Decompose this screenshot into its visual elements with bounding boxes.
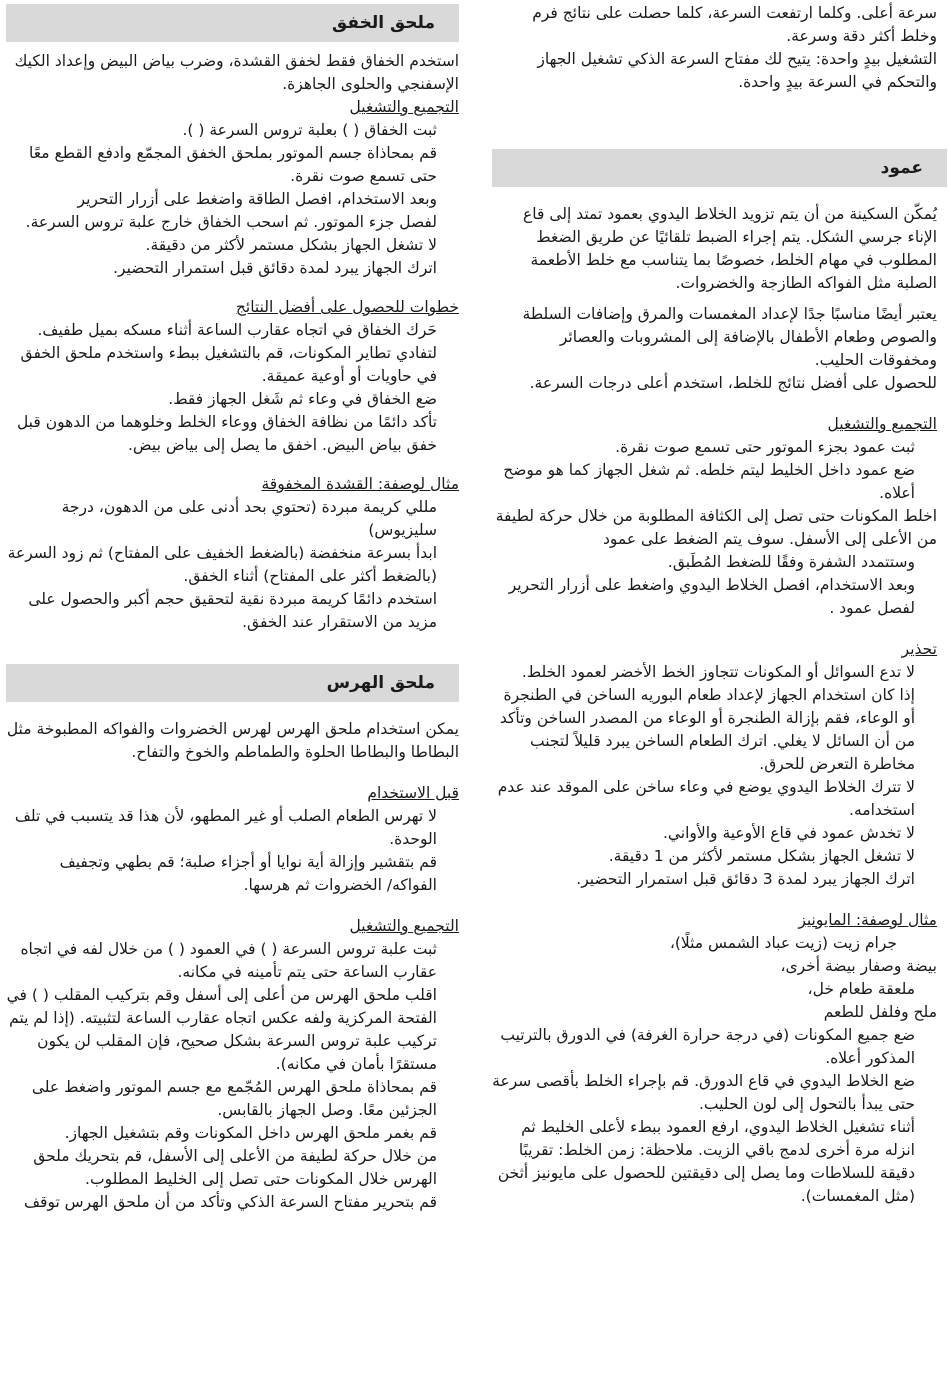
left-column — [6, 0, 459, 1214]
recipe-step: ضع جميع المكونات (في درجة حرارة الغرفة) في الدورق بالترتيب المذكور أعلاه. — [500, 1026, 915, 1067]
assembly-step: قم بمحاذاة ملحق الهرس المُجّمع مع جسم الموتور واضغط على الجزئين معًا. وصل الجهاز بالقابس. — [31, 1078, 437, 1119]
assembly-step: وبعد الاستخدام، افصل الطاقة واضغط على أزرار التحرير — [77, 190, 437, 208]
tip-item: حَرك الخفاق في اتجاه عقارب الساعة أثناء مسكه بميل طفيف. — [37, 321, 437, 339]
section-title-whisk: ملحق الخفق — [6, 4, 459, 42]
recipe-ingredient: ملح وفلفل للطعم — [823, 1003, 937, 1021]
before-use-item: لا تهرس الطعام الصلب أو غير المطهو، لأن هذا قد يتسبب في تلف الوحدة. — [14, 807, 437, 848]
assembly-step: وستتمدد الشفرة وفقًا للضغط المُطَبق. — [667, 553, 915, 571]
assembly-step: ثبت الخفاق ( ) بعلبة تروس السرعة ( ). — [182, 121, 437, 139]
assembly-step: لا تشغل الجهاز بشكل مستمر لأكثر من دقيقة. — [145, 236, 437, 254]
assembly-step: اخلط المكونات حتى تصل إلى الكثافة المطلوبة من خلال حركة لطيفة من الأعلى إلى الأسفل. سوف يتم الضغط على عمود — [495, 507, 937, 548]
assembly-step: قم بتحرير مفتاح السرعة الذكي وتأكد من أن ملحق الهرس توقف — [23, 1193, 437, 1211]
recipe-step: ابدأ بسرعة منخفضة (بالضغط الخفيف على المفتاح) ثم زود السرعة (بالضغط أكثر على المفتاح) أثناء الخفق. — [7, 544, 437, 585]
recipe-step: أثناء تشغيل الخلاط اليدوي، ارفع العمود ببطء لأعلى الخليط ثم انزله مرة أخرى لدمج باقي الزيت. ملاحظة: زمن الخلط: تقريبًا دقيقة للسلاطات وما يصل إلى دقيقتين للحصول على مايونيز أثخن (مثل المغمسات). — [497, 1118, 915, 1205]
recipe-ingredient: جرام زيت (زيت عباد الشمس مثلًا)، — [669, 934, 897, 952]
stick-paragraph: يعتبر أيضًا مناسبًا جدًا لإعداد المغمسات والمرق وإضافات السلطة والصوص وطعام الأطفال بالإضافة إلى المشروبات والعصائر ومخفوقات الحليب. — [522, 305, 937, 369]
subheading-assembly: التجميع والتشغيل — [349, 917, 459, 935]
subheading-assembly: التجميع والتشغيل — [827, 415, 937, 433]
stick-paragraph: للحصول على أفضل نتائج للخلط، استخدم أعلى درجات السرعة. — [529, 374, 937, 392]
subheading-assembly: التجميع والتشغيل — [349, 98, 459, 116]
warning-item: لا تترك الخلاط اليدوي يوضع في وعاء ساخن على الموقد عند عدم استخدامه. — [497, 778, 915, 819]
assembly-step: اقلب ملحق الهرس من أعلى إلى أسفل وقم بتركيب المقلب ( ) في الفتحة المركزية ولفه عكس اتجاه عقارب الساعة لتثبيته. (إذا لم يتم تركيب علبة تروس السرعة بشكل صحيح، فإن المقلب لن يكون مستقرًا بأمان في مكانه). — [6, 986, 437, 1073]
recipe-ingredient: مللي كريمة مبردة (تحتوي بحد أدنى على من الدهون، درجة سليزيوس) — [61, 498, 437, 539]
one-hand-operation: التشغيل بيدٍ واحدة: يتيح لك مفتاح السرعة الذكي تشغيل الجهاز والتحكم في السرعة بيدٍ واحدة. — [537, 50, 937, 91]
warning-item: إذا كان استخدام الجهاز لإعداد طعام البوريه الساخن في الطنجرة أو الوعاء، فقم بإزالة الطنجرة أو الوعاء من المصدر الساخن وتأكد من أن السائل لا يغلي. اترك الطعام الساخن يبرد قليلاً لتجنب مخاطرة التعرض للحرق. — [499, 686, 915, 773]
before-use-item: قم بتقشير وإزالة أية نوايا أو أجزاء صلبة؛ قم بطهي وتجفيف الفواكه/ الخضروات ثم هرسها. — [59, 853, 437, 894]
warning-item: لا تشغل الجهاز بشكل مستمر لأكثر من 1 دقيقة. — [608, 847, 915, 865]
subheading-recipe: مثال لوصفة: المايونيز — [798, 911, 937, 929]
recipe-step: استخدم دائمًا كريمة مبردة نقية لتحقيق حجم أكبر والحصول على مزيد من الاستقرار عند الخفق. — [28, 590, 437, 631]
whisk-paragraph: استخدم الخفاق فقط لخفق القشدة، وضرب بياض البيض وإعداد الكيك الإسفنجي والحلوى الجاهزة. — [14, 52, 459, 93]
tip-item: لتفادي تطاير المكونات، قم بالتشغيل ببطء واستخدم ملحق الخفق في حاويات أو أوعية عميقة. — [20, 344, 437, 385]
warning-item: لا تدع السوائل أو المكونات تتجاوز الخط الأخضر لعمود الخلط. — [521, 663, 915, 681]
assembly-step: من خلال حركة لطيفة من الأعلى إلى الأسفل، قم بتحريك ملحق الهرس خلال المكونات حتى تصل إلى الخليط المطلوب. — [33, 1147, 437, 1188]
masher-paragraph: يمكن استخدام ملحق الهرس لهرس الخضروات والفواكه المطبوخة مثل البطاطا والبطاطا الحلوة والطماطم والخوخ والتفاح. — [6, 720, 459, 761]
recipe-ingredient: ملعقة طعام خل، — [807, 980, 915, 998]
assembly-step: قم بغمر ملحق الهرس داخل المكونات وقم بتشغيل الجهاز. — [64, 1124, 437, 1142]
tip-item: ضع الخفاق في وعاء ثم شَغل الجهاز فقط. — [168, 390, 437, 408]
recipe-step: ضع الخلاط اليدوي في قاع الدورق. قم بإجراء الخلط بأقصى سرعة حتى يبدأ بالتحول إلى لون الحليب. — [492, 1072, 915, 1113]
warning-item: لا تخدش عمود في قاع الأوعية والأواني. — [662, 824, 915, 842]
assembly-step: ثبت عمود بجزء الموتور حتى تسمع صوت نقرة. — [615, 438, 915, 456]
section-title-masher: ملحق الهرس — [6, 664, 459, 702]
assembly-step: لفصل جزء الموتور. ثم اسحب الخفاق خارج علبة تروس السرعة. — [25, 213, 437, 231]
assembly-step: ضع عمود داخل الخليط ليتم خلطه. ثم شغل الجهاز كما هو موضح أعلاه. — [503, 461, 915, 502]
recipe-ingredient: بيضة وصفار بيضة أخرى، — [780, 957, 937, 975]
assembly-step: ثبت علبة تروس السرعة ( ) في العمود ( ) من خلال لفه في اتجاه عقارب الساعة حتى يتم تأمينه في مكانه. — [20, 940, 437, 981]
subheading-before-use: قبل الاستخدام — [367, 784, 459, 802]
assembly-step: اترك الجهاز يبرد لمدة دقائق قبل استمرار التحضير. — [113, 259, 437, 277]
warning-item: اترك الجهاز يبرد لمدة 3 دقائق قبل استمرار التحضير. — [576, 870, 915, 888]
section-title-stick: عمود — [492, 149, 947, 187]
right-column — [492, 0, 947, 1208]
assembly-step: قم بمحاذاة جسم الموتور بملحق الخفق المجمّع وادفع القطع معًا حتى تسمع صوت نقرة. — [29, 144, 437, 185]
tip-item: تأكد دائمًا من نظافة الخفاق ووعاء الخلط وخلوهما من الدهون قبل خفق بياض البيض. اخفق ما يصل إلى بياض بيض. — [16, 413, 437, 454]
subheading-warning: تحذير — [901, 640, 937, 658]
assembly-step: وبعد الاستخدام، افصل الخلاط اليدوي واضغط على أزرار التحرير لفصل عمود . — [508, 576, 915, 617]
stick-paragraph: يُمكّن السكينة من أن يتم تزويد الخلاط اليدوي بعمود تمتد إلى قاع الإناء جرسي الشكل. يتم إجراء الضبط تلقائيًا عن طريق الضغط المطلوب في مهام الخلط، خصوصًا بما يتناسب مع خلط الأطعمة الصلبة مثل الفواكه الطازجة والخضروات. — [523, 205, 937, 292]
intro-continuation: سرعة أعلى. وكلما ارتفعت السرعة، كلما حصلت على نتائج فرم وخلط أكثر دقة وسرعة. — [532, 4, 937, 45]
subheading-tips: خطوات للحصول على أفضل النتائج — [235, 298, 459, 316]
subheading-recipe: مثال لوصفة: القشدة المخفوقة — [261, 475, 459, 493]
